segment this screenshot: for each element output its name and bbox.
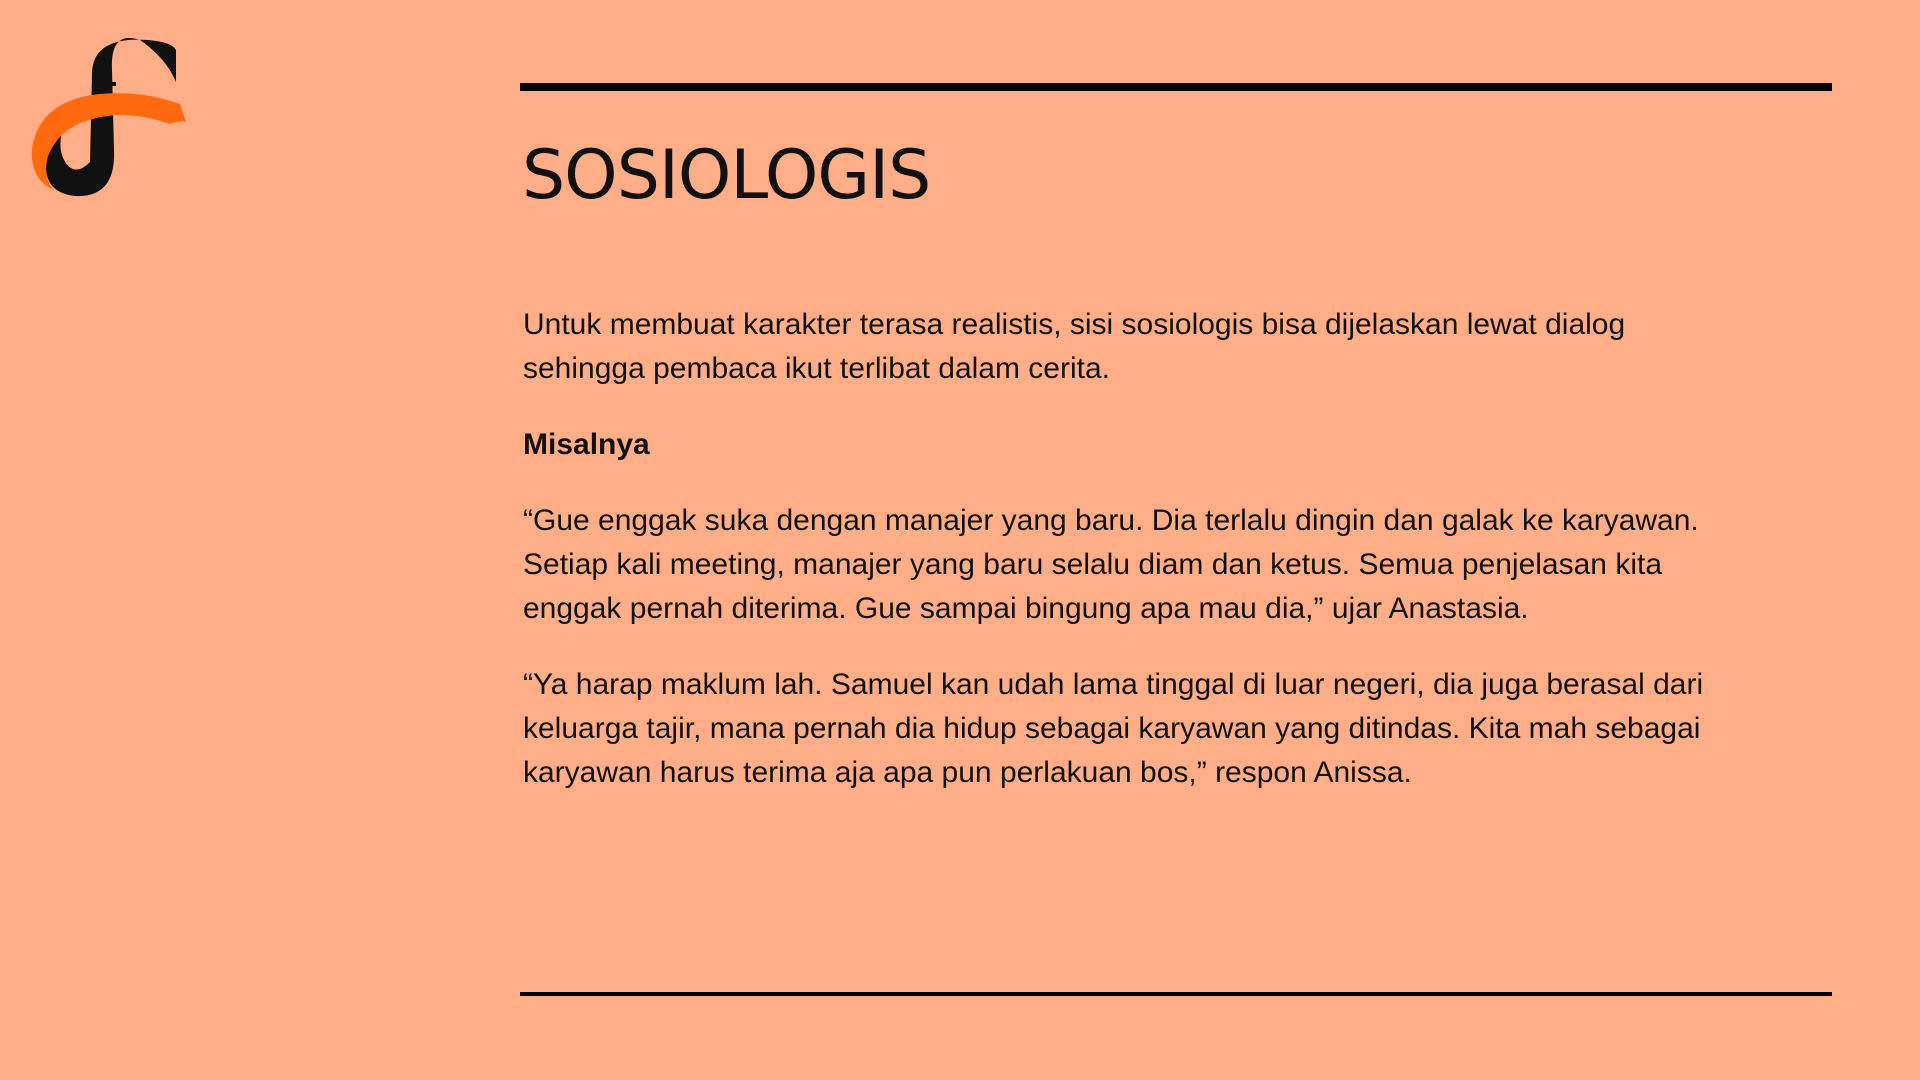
slide-content bbox=[523, 303, 1753, 827]
quote-paragraph-2: “Ya harap maklum lah. Samuel kan udah lama tinggal di luar negeri, dia juga berasal dari keluarga tajir, mana pernah dia hidup sebagai karyawan yang ditindas. Kita mah sebagai karyawan harus terima aja apa pun perlakuan bos,” respon Anissa. bbox=[523, 668, 1704, 789]
quote-paragraph-1: “Gue enggak suka dengan manajer yang baru. Dia terlalu dingin dan galak ke karyawan. Setiap kali meeting, manajer yang baru selalu diam dan ketus. Semua penjelasan kita enggak pernah diterima. Gue sampai bingung apa mau dia,” ujar Anastasia. bbox=[523, 504, 1699, 625]
intro-paragraph: Untuk membuat karakter terasa realistis, sisi sosiologis bisa dijelaskan lewat dialog sehingga pembaca ikut terlibat dalam cerita. bbox=[523, 308, 1626, 385]
bottom-rule bbox=[520, 992, 1832, 996]
stylized-f-logo-icon bbox=[30, 30, 190, 205]
top-rule bbox=[520, 83, 1832, 91]
slide-title: SOSIOLOGIS bbox=[522, 136, 931, 215]
example-label: Misalnya bbox=[523, 428, 650, 461]
